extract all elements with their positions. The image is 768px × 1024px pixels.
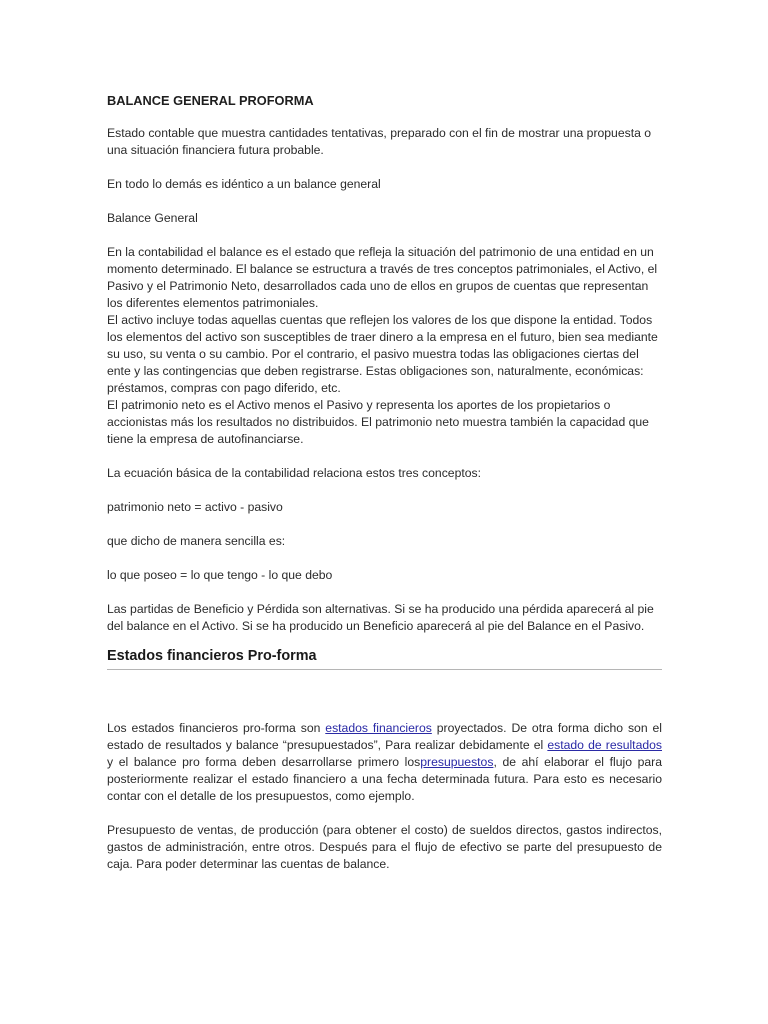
proforma-text-4: , de ahí elaborar el flujo para posteriormente realizar el estado financiero a una fecha determinada futura. Para esto es necesario contar con el detalle de los presupuestos, como ejemplo. [107, 755, 663, 803]
identical-note: En todo lo demás es idéntico a un balance general [107, 177, 381, 191]
equation-simple: lo que poseo = lo que tengo - lo que debo [107, 568, 333, 582]
proforma-text-2: proyectados. De otra forma dicho son el estado de resultados y balance “presupuestados”, Para realizar debidamente el [107, 721, 662, 752]
document-title: BALANCE GENERAL PROFORMA [107, 93, 314, 108]
section-spacer [107, 670, 662, 720]
presupuestos-link[interactable]: presupuestos [420, 755, 494, 769]
balance-explanation [107, 244, 662, 448]
balance-definition-paragraph: En la contabilidad el balance es el estado que refleja la situación del patrimonio de una entidad en un momento determinado. El balance se estructura a través de tres conceptos patrimoniales, el Activo, el Pasivo y el Patrimonio Neto, desarrollados cada uno de ellos en grupos de cuentas que representan los diferentes elementos patrimoniales. [107, 245, 658, 310]
equation-formula: patrimonio neto = activo - pasivo [107, 500, 283, 514]
activo-pasivo-paragraph: El activo incluye todas aquellas cuentas que reflejen los valores de los que dispone la entidad. Todos los elementos del activo son susceptibles de traer dinero a la empresa en el futuro, bien sea mediante su uso, su venta o su cambio. Por el contrario, el pasivo muestra todas las obligaciones ciertas del ente y las contingencias que deben registrarse. Estas obligaciones son, naturalmente, económicas: préstamos, compras con pago diferido, etc. [107, 313, 658, 395]
balance-general-label: Balance General [107, 211, 198, 225]
intro-paragraph: Estado contable que muestra cantidades tentativas, preparado con el fin de mostrar una propuesta o una situación financiera futura probable. [107, 126, 652, 157]
section-heading: Estados financieros Pro-forma [107, 647, 662, 670]
proforma-text-3: y el balance pro forma deben desarrollarse primero los [107, 755, 421, 769]
proforma-text-1: Los estados financieros pro-forma son [107, 721, 326, 735]
proforma-paragraph [107, 720, 662, 805]
equation-intro: La ecuación básica de la contabilidad relaciona estos tres conceptos: [107, 466, 481, 480]
estado-de-resultados-link[interactable]: estado de resultados [547, 738, 662, 752]
patrimonio-neto-paragraph: El patrimonio neto es el Activo menos el Pasivo y representa los aportes de los propietarios o accionistas más los resultados no distribuidos. El patrimonio neto muestra también la capacidad que tiene la empresa de autofinanciarse. [107, 398, 649, 446]
equation-simple-intro: que dicho de manera sencilla es: [107, 534, 286, 548]
beneficio-perdida-paragraph: Las partidas de Beneficio y Pérdida son alternativas. Si se ha producido una pérdida aparecerá al pie del balance en el Activo. Si se ha producido un Beneficio aparecerá al pie del Balance en el Pasivo. [107, 602, 654, 633]
document-page [107, 92, 662, 890]
presupuesto-paragraph: Presupuesto de ventas, de producción (para obtener el costo) de sueldos directos, gastos indirectos, gastos de administración, entre otros. Después para el flujo de efectivo se parte del presupuesto de caja. Para poder determinar las cuentas de balance. [107, 823, 662, 871]
estados-financieros-link[interactable]: estados financieros [325, 721, 432, 735]
